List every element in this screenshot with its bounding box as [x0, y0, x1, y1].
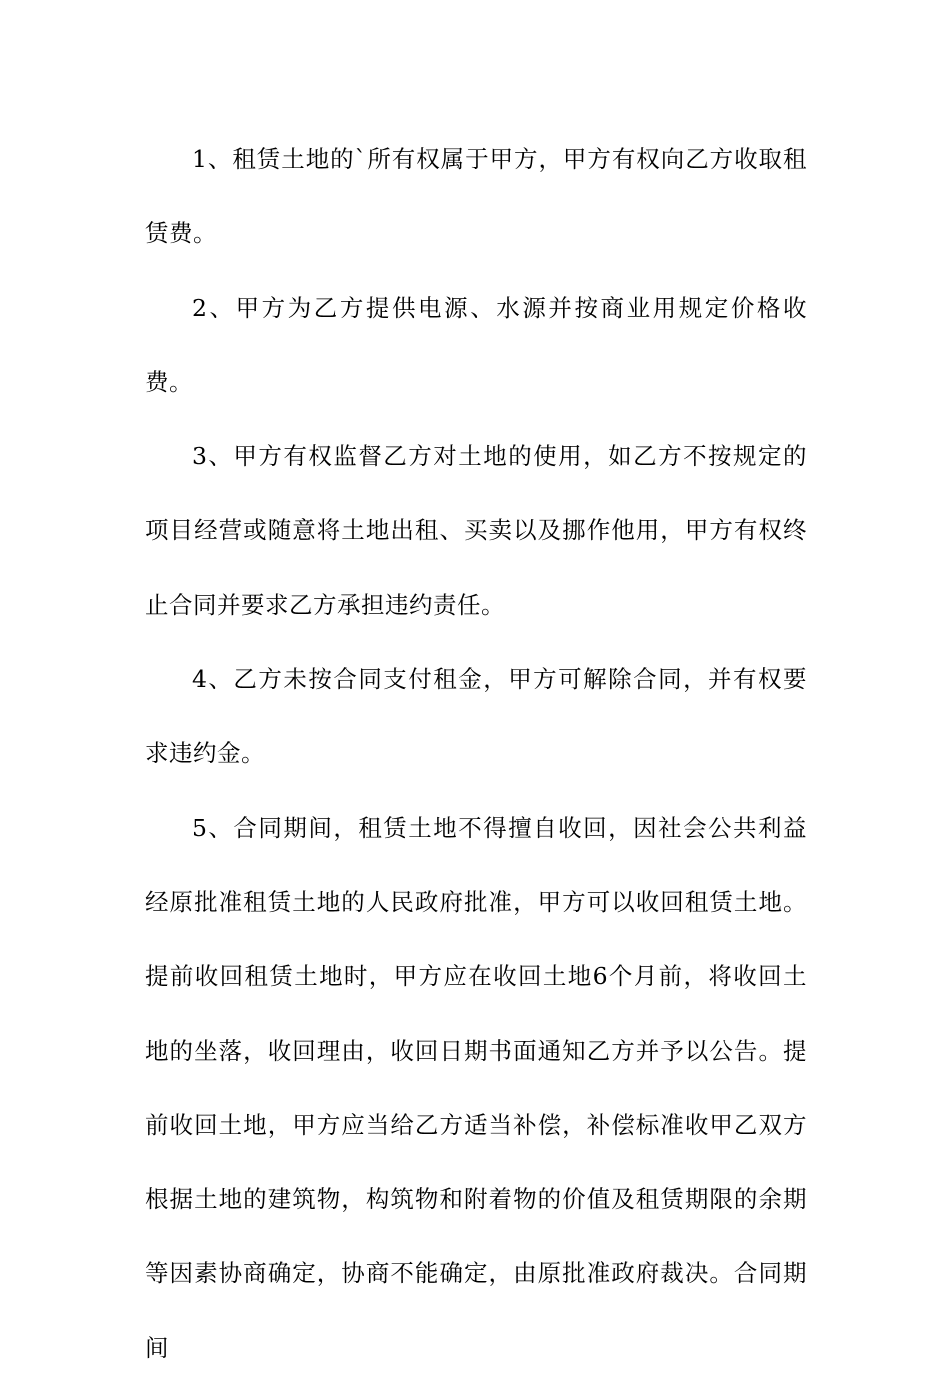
paragraph-5: 5、合同期间，租赁土地不得擅自收回，因社会公共利益经原批准租赁土地的人民政府批准，甲方可以收回租赁土地。提前收回租赁土地时，甲方应在收回土地6个月前，将收回土地的坐落，收回理由，收回日期书面通知乙方并予以公告。提前收回土地，甲方应当给乙方适当补偿，补偿标准收甲乙双方根据土地的建筑物，构筑物和附着物的价值及租赁期限的余期等因素协商确定，协商不能确定，由原批准政府裁决。合同期间 — [145, 813, 807, 1362]
paragraph-1: 1、租赁土地的`所有权属于甲方，甲方有权向乙方收取租赁费。 — [145, 145, 807, 248]
paragraph-2: 2、甲方为乙方提供电源、水源并按商业用规定价格收费。 — [145, 293, 807, 396]
paragraph-4: 4、乙方未按合同支付租金，甲方可解除合同，并有权要求违约金。 — [145, 665, 807, 768]
document-body — [145, 122, 807, 1385]
paragraph-3: 3、甲方有权监督乙方对土地的使用，如乙方不按规定的项目经营或随意将土地出租、买卖以及挪作他用，甲方有权终止合同并要求乙方承担违约责任。 — [145, 442, 807, 619]
